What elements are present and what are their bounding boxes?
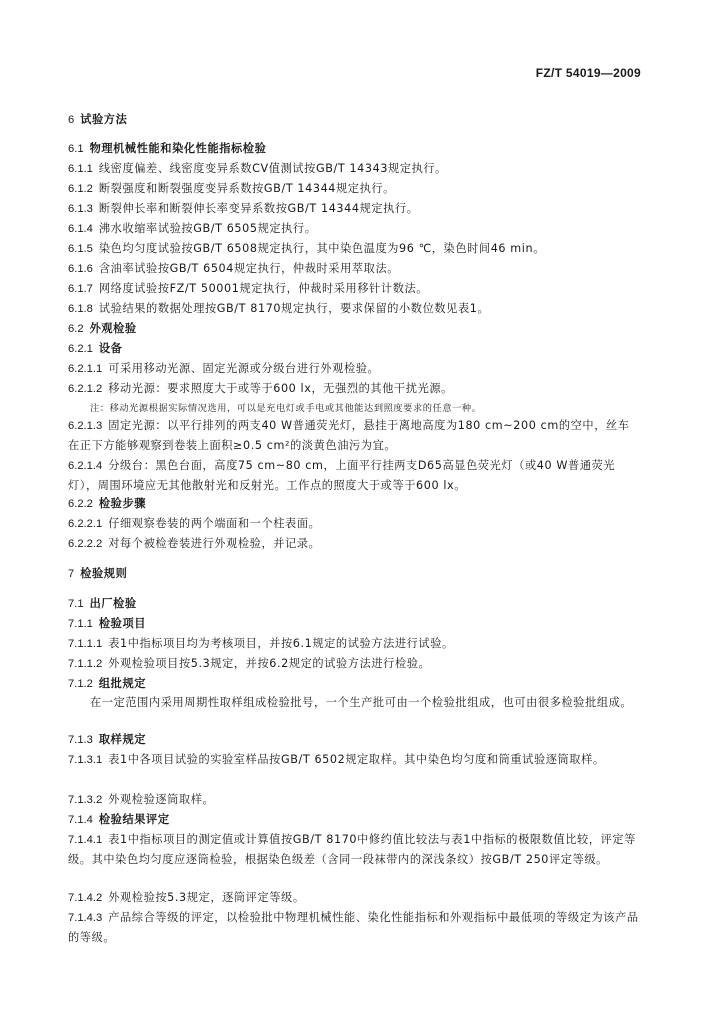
- clause-number: 6.1.8: [68, 303, 93, 315]
- section-heading-7: [68, 567, 640, 581]
- clause-7-1-3-2: [68, 793, 640, 807]
- clause-7-1-4: [68, 813, 640, 827]
- clause-6-1-8: [68, 302, 640, 316]
- clause-number: 7.1.4.1: [68, 834, 103, 846]
- paragraph-batch: [68, 693, 640, 713]
- clause-text: 分级台：黑色台面，高度75 cm~80 cm，上面平行挂两支D65高显色荧光灯（或40 W普通荧光灯），周围环境应无其他散射光和反射光。工作点的照度大于或等于600 lx。: [68, 459, 616, 492]
- clause-number: 6: [68, 114, 75, 126]
- standard-code: FZ/T 54019—2009: [535, 66, 641, 80]
- clause-text: 试验方法: [80, 113, 128, 126]
- clause-6-2: [68, 322, 640, 336]
- clause-text: 取样规定: [98, 733, 147, 746]
- clause-text: 线密度偏差、线密度变异系数CV值测试按GB/T 14343规定执行。: [98, 162, 447, 175]
- clause-number: 6.2.1.4: [68, 460, 103, 472]
- clause-6-2-1-1: [68, 362, 640, 376]
- clause-number: 6.2: [68, 323, 84, 335]
- clause-number: 7.1.4.3: [68, 912, 103, 924]
- clause-text: 检验结果评定: [98, 813, 170, 826]
- clause-number: 6.1: [68, 143, 84, 155]
- clause-text: 检验规则: [80, 567, 128, 580]
- clause-number: 6.2.1.3: [68, 420, 103, 432]
- clause-7-1-1-2: [68, 657, 640, 671]
- clause-text: 设备: [98, 342, 123, 355]
- clause-7-1-4-2: [68, 891, 640, 905]
- clause-6-1-4: [68, 222, 640, 236]
- clause-text: 检验步骤: [98, 497, 147, 510]
- clause-6-1-6: [68, 262, 640, 276]
- clause-6-1: [68, 142, 640, 156]
- clause-text: 移动光源：要求照度大于或等于600 lx，无强烈的其他干扰光源。: [108, 382, 453, 395]
- clause-6-2-2-2: [68, 537, 640, 551]
- clause-6-1-3: [68, 202, 640, 216]
- clause-number: 7.1.3.2: [68, 794, 103, 806]
- clause-7-1: [68, 597, 640, 611]
- clause-text: 表1中指标项目均为考核项目，并按6.1规定的试验方法进行试验。: [108, 637, 454, 650]
- clause-number: 6.1.3: [68, 203, 93, 215]
- clause-text: 断裂伸长率和断裂伸长率变异系数按GB/T 14344规定执行。: [98, 202, 419, 215]
- clause-7-1-3: [68, 733, 640, 747]
- section-heading-6: [68, 113, 640, 127]
- clause-number: 6.1.6: [68, 263, 93, 275]
- clause-number: 6.1.4: [68, 223, 93, 235]
- clause-number: 6.2.2.1: [68, 518, 103, 530]
- clause-text: 外观检验按5.3规定，逐筒评定等级。: [108, 891, 305, 904]
- clause-number: 7.1.1: [68, 618, 93, 630]
- clause-number: 6.1.1: [68, 163, 93, 175]
- clause-number: 7.1.2: [68, 678, 93, 690]
- clause-number: 6.1.5: [68, 243, 93, 255]
- clause-6-1-1: [68, 162, 640, 176]
- note-line: [90, 402, 640, 416]
- clause-text: 外观检验: [89, 322, 137, 335]
- clause-number: 6.2.2: [68, 498, 93, 510]
- clause-6-1-5: [68, 242, 640, 256]
- clause-6-2-1: [68, 342, 640, 356]
- clause-text: 沸水收缩率试验按GB/T 6505规定执行。: [98, 222, 317, 235]
- clause-number: 7.1: [68, 598, 84, 610]
- clause-text: 可采用移动光源、固定光源或分级台进行外观检验。: [108, 362, 380, 375]
- clause-6-1-2: [68, 182, 640, 196]
- clause-text: 外观检验项目按5.3规定，并按6.2规定的试验方法进行检验。: [108, 657, 431, 670]
- clause-number: 7.1.1.1: [68, 638, 103, 650]
- clause-number: 7.1.1.2: [68, 658, 103, 670]
- clause-7-1-4-3: [68, 908, 640, 948]
- clause-6-2-2-1: [68, 517, 640, 531]
- clause-text: 表1中各项目试验的实验室样品按GB/T 6502规定取样。其中染色均匀度和筒重试验逐筒取样。: [108, 753, 605, 766]
- clause-6-1-7: [68, 282, 640, 296]
- clause-text: 表1中指标项目的测定值或计算值按GB/T 8170中修约值比较法与表1中指标的极限数值比较，评定等级。其中染色均匀度应逐筒检验，根据染色级差（含同一段袜带内的深浅条纹）按GB/T 250评定等级。: [68, 833, 636, 866]
- clause-number: 6.1.2: [68, 183, 93, 195]
- clause-6-2-2: [68, 497, 640, 511]
- clause-number: 7.1.4: [68, 814, 93, 826]
- clause-number: 6.2.1.2: [68, 383, 103, 395]
- clause-7-1-2: [68, 677, 640, 691]
- clause-text: 出厂检验: [89, 597, 137, 610]
- clause-text: 物理机械性能和染化性能指标检验: [89, 142, 267, 155]
- clause-text: 外观检验逐筒取样。: [108, 793, 215, 806]
- clause-text: 试验结果的数据处理按GB/T 8170规定执行，要求保留的小数位数见表1。: [98, 302, 490, 315]
- clause-6-2-1-3: [68, 416, 640, 456]
- clause-number: 7: [68, 568, 75, 580]
- clause-7-1-1-1: [68, 637, 640, 651]
- clause-number: 6.2.1.1: [68, 363, 103, 375]
- clause-number: 7.1.3.1: [68, 754, 103, 766]
- clause-number: 6.2.2.2: [68, 538, 103, 550]
- paragraph-text: 在一定范围内采用周期性取样组成检验批号，一个生产批可由一个检验批组成，也可由很多检验批组成。: [90, 696, 633, 709]
- clause-7-1-4-1: [68, 830, 640, 870]
- clause-text: 对每个被检卷装进行外观检验，并记录。: [108, 537, 321, 550]
- clause-text: 含油率试验按GB/T 6504规定执行，仲裁时采用萃取法。: [98, 262, 400, 275]
- clause-7-1-3-1: [68, 750, 640, 770]
- clause-text: 断裂强度和断裂强度变异系数按GB/T 14344规定执行。: [98, 182, 395, 195]
- clause-text: 产品综合等级的评定，以检验批中物理机械性能、染化性能指标和外观指标中最低项的等级定为该产品的等级。: [68, 911, 639, 944]
- clause-number: 7.1.4.2: [68, 892, 103, 904]
- clause-text: 仔细观察卷装的两个端面和一个柱表面。: [108, 517, 321, 530]
- clause-text: 检验项目: [98, 617, 147, 630]
- clause-7-1-1: [68, 617, 640, 631]
- clause-text: 固定光源：以平行排列的两支40 W普通荧光灯，悬挂于离地高度为180 cm~200 cm的空中，丝车在正下方能够观察到卷装上面积≥0.5 cm²的淡黄色油污为宜。: [68, 419, 630, 452]
- note-text: 注：移动光源根据实际情况选用，可以是充电灯或手电或其他能达到照度要求的任意一种。: [90, 403, 482, 414]
- clause-text: 组批规定: [98, 677, 147, 690]
- clause-6-2-1-2: [68, 382, 640, 396]
- clause-number: 6.1.7: [68, 283, 93, 295]
- clause-6-2-1-4: [68, 456, 640, 496]
- clause-number: 7.1.3: [68, 734, 93, 746]
- clause-text: 网络度试验按FZ/T 50001规定执行，仲裁时采用移针计数法。: [98, 282, 429, 295]
- clause-number: 6.2.1: [68, 343, 93, 355]
- clause-text: 染色均匀度试验按GB/T 6508规定执行，其中染色温度为96 ℃，染色时间46 min。: [98, 242, 545, 255]
